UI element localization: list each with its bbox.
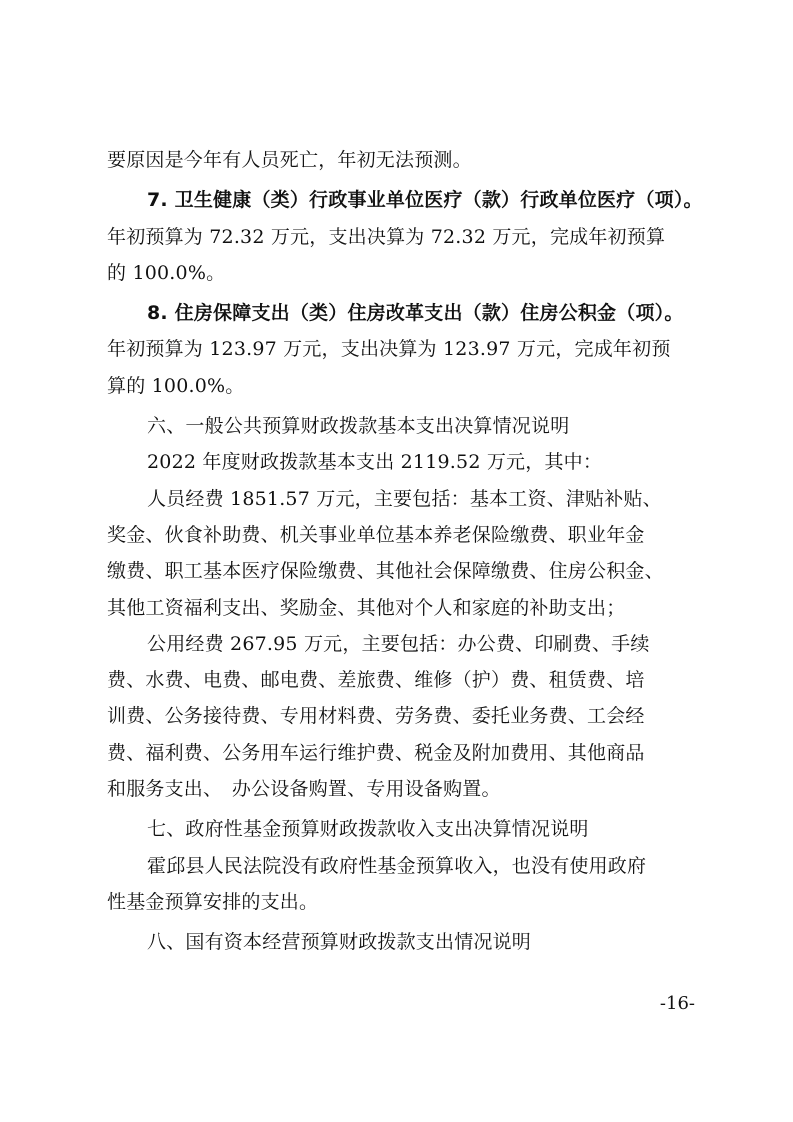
- paragraph-line: 费、水费、电费、邮电费、差旅费、维修（护）费、租赁费、培: [107, 669, 645, 692]
- paragraph-line: 缴费、职工基本医疗保险缴费、其他社会保障缴费、住房公积金、: [107, 560, 664, 583]
- paragraph-line: 人员经费 1851.57 万元，主要包括：基本工资、津贴补贴、: [147, 487, 662, 510]
- paragraph-line: 算的 100.0%。: [107, 374, 245, 397]
- paragraph-line: 年初预算为 72.32 万元，支出决算为 72.32 万元，完成年初预算: [107, 225, 666, 248]
- paragraph-line: 的 100.0%。: [107, 261, 226, 284]
- page-number: -16-: [659, 993, 695, 1014]
- section-7-heading: 七、政府性基金预算财政拨款收入支出决算情况说明: [147, 818, 589, 841]
- section-8-heading: 八、国有资本经营预算财政拨款支出情况说明: [147, 931, 532, 954]
- paragraph-line: 和服务支出、 办公设备购置、专用设备购置。: [107, 778, 501, 801]
- section-6-heading: 六、一般公共预算财政拨款基本支出决算情况说明: [147, 415, 570, 438]
- document-body: [107, 142, 703, 961]
- paragraph-line: 要原因是今年有人员死亡，年初无法预测。: [107, 149, 472, 171]
- item-8-title: 8. 住房保障支出（类）住房改革支出（款）住房公积金（项）。: [147, 302, 684, 325]
- paragraph-line: 其他工资福利支出、奖励金、其他对个人和家庭的补助支出；: [107, 596, 626, 619]
- paragraph-line: 公用经费 267.95 万元，主要包括：办公费、印刷费、手续: [147, 632, 650, 655]
- paragraph-line: 年初预算为 123.97 万元，支出决算为 123.97 万元，完成年初预: [107, 338, 671, 361]
- paragraph-line: 奖金、伙食补助费、机关事业单位基本养老保险缴费、职业年金: [107, 523, 645, 546]
- paragraph-line: 性基金预算安排的支出。: [107, 890, 319, 913]
- paragraph-line: 霍邱县人民法院没有政府性基金预算收入，也没有使用政府: [147, 854, 647, 877]
- paragraph-line: 费、福利费、公务用车运行维护费、税金及附加费用、其他商品: [107, 741, 645, 764]
- item-7-title: 7. 卫生健康（类）行政事业单位医疗（款）行政单位医疗（项）。: [147, 189, 703, 212]
- paragraph-line: 训费、公务接待费、专用材料费、劳务费、委托业务费、工会经: [107, 705, 645, 728]
- paragraph-line: 2022 年度财政拨款基本支出 2119.52 万元，其中：: [147, 451, 603, 474]
